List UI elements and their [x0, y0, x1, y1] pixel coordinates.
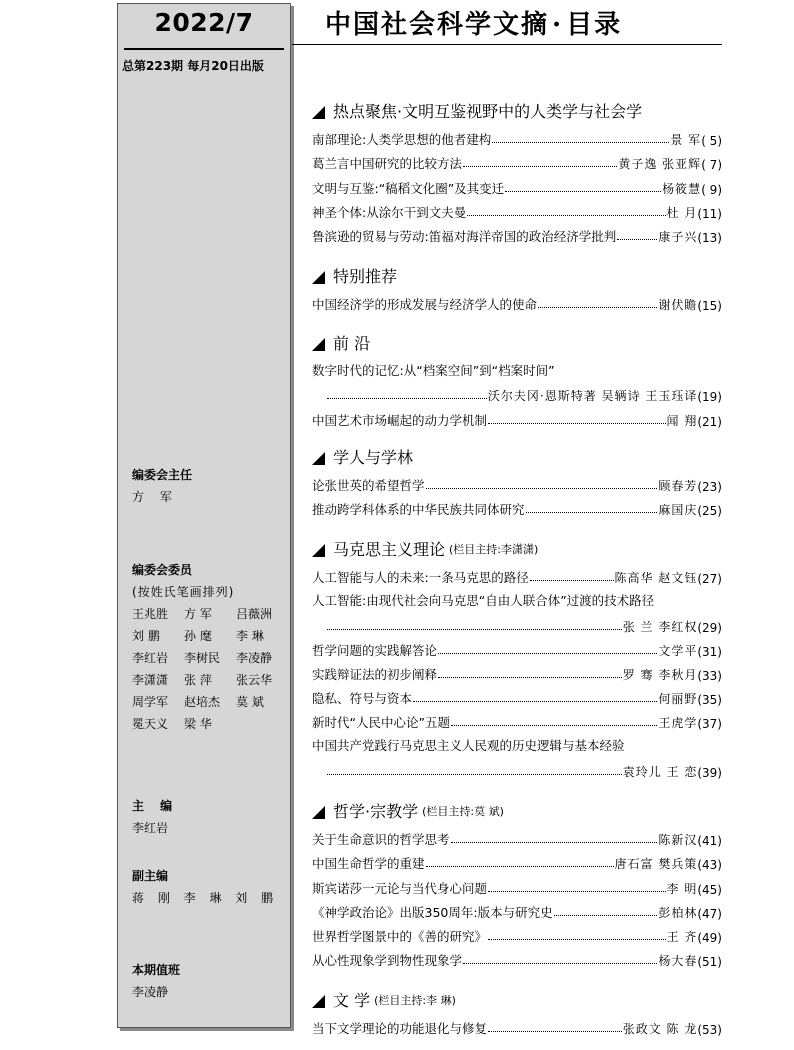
- toc-entry[interactable]: [312, 659, 722, 683]
- toc-entry-authors: 唐石富 樊兵策: [614, 857, 698, 872]
- members-row: [132, 713, 288, 735]
- toc-entry-page: (45): [697, 882, 722, 897]
- section-title: 热点聚焦·文明互鉴视野中的人类学与社会学: [333, 102, 643, 121]
- editor-block: [132, 795, 178, 839]
- triangle-bullet-icon: [312, 452, 325, 465]
- member-name: 刘 鹏: [132, 629, 160, 643]
- dot-leader: [526, 512, 658, 513]
- toc-entry-authors: 顾春芳: [658, 479, 698, 494]
- toc-entry-title: 鲁滨逊的贸易与劳动:笛福对海洋帝国的政治经济学批判: [312, 228, 617, 244]
- toc-entry-page: (39): [697, 765, 722, 780]
- toc-entry-authors: 彭柏林: [658, 905, 698, 920]
- toc-entry-page: (11): [697, 206, 722, 221]
- member-name: 李红岩: [132, 651, 169, 665]
- duty-heading: 本期值班: [132, 963, 181, 977]
- toc-entry-page: ( 9): [701, 182, 722, 197]
- dot-leader: [327, 398, 487, 399]
- toc-entry-page: (41): [697, 834, 722, 849]
- toc-entry[interactable]: [312, 945, 722, 969]
- dot-leader: [327, 629, 622, 630]
- section-host: (栏目主持:李 琳): [374, 994, 456, 1007]
- toc-entry[interactable]: [312, 756, 722, 780]
- toc-entry-page: (37): [697, 717, 722, 732]
- toc-entry-page: (35): [697, 693, 722, 708]
- member-name: 张云华: [236, 673, 273, 687]
- members-row: [132, 603, 288, 625]
- duty-name: 李凌静: [132, 985, 169, 999]
- issue-number: 总第223期 每月20日出版: [122, 59, 264, 73]
- toc-entry-title: 神圣个体:从涂尔干到文夫曼: [312, 204, 467, 220]
- toc-entry-authors: 何丽野: [658, 692, 698, 707]
- member-name: 李凌静: [236, 651, 273, 665]
- triangle-bullet-icon: [312, 544, 325, 557]
- toc-entry[interactable]: [312, 635, 722, 659]
- toc-section: [312, 100, 722, 245]
- toc-entry-authors: 麻国庆: [658, 503, 698, 518]
- dot-leader: [488, 423, 666, 424]
- editor-heading: 主 编: [132, 799, 179, 813]
- toc-entry-title: 当下文学理论的功能退化与修复: [312, 1021, 488, 1037]
- toc-section: [312, 446, 722, 518]
- section-title: 特别推荐: [333, 267, 398, 286]
- toc-entry-authors: 陈新汉: [658, 833, 698, 848]
- toc-section: [312, 538, 722, 780]
- members-heading: 编委会委员: [132, 563, 193, 577]
- toc-entry-authors: 张 兰 李红权: [622, 619, 698, 634]
- chair-heading: 编委会主任: [132, 468, 193, 482]
- toc-entry[interactable]: [312, 124, 722, 148]
- deputy-block: [132, 865, 278, 909]
- toc-entry-page: ( 7): [701, 158, 722, 173]
- header-rule: [292, 44, 722, 45]
- toc-entry[interactable]: [312, 872, 722, 896]
- toc-entry-authors: 李 明: [666, 881, 698, 896]
- journal-name: 中国社会科学文摘: [325, 10, 550, 40]
- triangle-bullet-icon: [312, 995, 325, 1008]
- deputy-names: 蒋 刚 李 琳 刘 鹏: [132, 891, 279, 905]
- dot-leader: [463, 166, 617, 167]
- toc-entry-page: (27): [697, 572, 722, 587]
- toc-section: [312, 800, 722, 969]
- members-row: [132, 625, 288, 647]
- member-name: 梁 华: [184, 717, 212, 731]
- section-title: 哲学·宗教学: [333, 802, 419, 821]
- toc-entry[interactable]: [312, 562, 722, 586]
- toc-entry-authors: 康子兴: [658, 229, 698, 244]
- toc-entry[interactable]: [312, 897, 722, 921]
- dot-leader: [426, 866, 614, 867]
- section-title: 学人与学林: [333, 448, 414, 467]
- dot-leader: [492, 142, 669, 143]
- section-host: (栏目主持:莫 斌): [422, 805, 504, 818]
- toc-entry-page: (33): [697, 668, 722, 683]
- toc-entry-authors: 谢伏瞻: [658, 298, 698, 313]
- toc-entry[interactable]: [312, 610, 722, 634]
- member-name: 李潇潇: [132, 673, 169, 687]
- toc-entry-authors: 沃尔夫冈·恩斯特著 吴辆诗 王玉珏译: [487, 389, 698, 404]
- section-heading: [312, 538, 722, 562]
- dot-leader: [426, 488, 658, 489]
- toc-entry-authors: 袁玲儿 王 恋: [622, 764, 698, 779]
- member-name: 李 琳: [236, 629, 264, 643]
- duty-block: [132, 959, 180, 1003]
- chair-name: 方 军: [132, 490, 178, 504]
- toc-entry-title: 南部理论:人类学思想的他者建构: [312, 132, 492, 148]
- toc-entry[interactable]: [312, 172, 722, 196]
- toc-entry[interactable]: [312, 848, 722, 872]
- toc-entry[interactable]: [312, 1013, 722, 1037]
- issue-year: 2022/7: [154, 8, 254, 37]
- toc-entry-page: (31): [697, 644, 722, 659]
- triangle-bullet-icon: [312, 106, 325, 119]
- toc-entry-authors: 王 齐: [666, 929, 698, 944]
- toc-entry-title: 从心性现象学到物性现象学: [312, 953, 463, 969]
- sidebar-rule: [124, 48, 284, 50]
- toc-entry-authors: 闻 翔: [666, 413, 698, 428]
- toc-entry[interactable]: [312, 824, 722, 848]
- title-separator: ·: [552, 10, 564, 40]
- members-row: [132, 669, 288, 691]
- masthead-sidebar: [117, 3, 291, 1028]
- members-row: [132, 691, 288, 713]
- toc-entry-title: 推动跨学科体系的中华民族共同体研究: [312, 502, 525, 518]
- member-name: 孙 麾: [184, 629, 212, 643]
- toc-section: [312, 332, 722, 429]
- toc-entry-page: (53): [697, 1023, 722, 1038]
- toc-entry-page: (29): [697, 620, 722, 635]
- toc-entry[interactable]: [312, 197, 722, 221]
- dot-leader: [463, 963, 657, 964]
- member-name: 冕天义: [132, 717, 169, 731]
- toc-entry-page: (13): [697, 230, 722, 245]
- triangle-bullet-icon: [312, 338, 325, 351]
- toc-entry-title[interactable]: 中国共产党践行马克思主义人民观的历史逻辑与基本经验: [312, 738, 625, 754]
- members-row: [132, 647, 288, 669]
- member-name: 方 军: [184, 607, 212, 621]
- toc-entry-title: 人工智能与人的未来:一条马克思的路径: [312, 570, 529, 586]
- toc-entry-authors: 罗 骞 李秋月: [622, 667, 698, 682]
- toc-entry-title: 论张世英的希望哲学: [312, 478, 425, 494]
- toc-entry-title: 中国艺术市场崛起的动力学机制: [312, 412, 488, 428]
- toc-entry-page: (43): [697, 858, 722, 873]
- toc-entry-page: (23): [697, 480, 722, 495]
- toc-entry-authors: 文学平: [658, 643, 698, 658]
- toc-entry-page: (25): [697, 504, 722, 519]
- toc-entry-title: 《神学政治论》出版350周年:版本与研究史: [312, 904, 553, 920]
- toc-entry[interactable]: [312, 289, 722, 313]
- toc-entry-page: (15): [697, 299, 722, 314]
- toc-entry[interactable]: [312, 221, 722, 245]
- toc-entry-authors: 杨筱慧: [662, 181, 702, 196]
- dot-leader: [451, 842, 658, 843]
- dot-leader: [488, 939, 666, 940]
- toc-entry-page: (21): [697, 414, 722, 429]
- toc-entry-page: (51): [697, 955, 722, 970]
- members-list: [132, 603, 288, 735]
- section-heading: [312, 989, 722, 1013]
- toc-entry-title: 实践辩证法的初步阐释: [312, 666, 438, 682]
- toc-entry-title: 斯宾诺莎一元论与当代身心问题: [312, 880, 488, 896]
- member-name: 周学军: [132, 695, 169, 709]
- toc-entry[interactable]: [312, 707, 722, 731]
- toc-entry-title: 关于生命意识的哲学思考: [312, 832, 450, 848]
- members-note: (按姓氏笔画排列): [132, 585, 235, 599]
- member-name: 王兆胜: [132, 607, 169, 621]
- section-host: (栏目主持:李潇潇): [449, 543, 539, 556]
- toc-entry-page: (19): [697, 390, 722, 405]
- toc-entry-authors: 景 军: [670, 133, 702, 148]
- dot-leader: [538, 307, 657, 308]
- toc-entry-authors: 陈高华 赵文钰: [614, 571, 698, 586]
- toc-entry[interactable]: [312, 470, 722, 494]
- dot-leader: [554, 915, 658, 916]
- member-name: 张 萍: [184, 673, 212, 687]
- section-heading: [312, 332, 722, 356]
- toc-entry-title: 葛兰言中国研究的比较方法: [312, 156, 463, 172]
- toc-entry-page: (47): [697, 906, 722, 921]
- section-heading: [312, 800, 722, 824]
- dot-leader: [438, 677, 622, 678]
- toc-entry-title: 隐私、符号与资本: [312, 691, 413, 707]
- triangle-bullet-icon: [312, 806, 325, 819]
- section-title: 文 学: [333, 991, 371, 1010]
- toc-entry[interactable]: [312, 494, 722, 518]
- dot-leader: [488, 1031, 622, 1032]
- contents-label: 目录: [566, 10, 623, 40]
- section-title: 前 沿: [333, 334, 371, 353]
- page-title: [325, 4, 622, 41]
- toc-section: [312, 265, 722, 313]
- member-name: 莫 斌: [236, 695, 264, 709]
- toc-entry-authors: 杨大春: [658, 954, 698, 969]
- dot-leader: [488, 891, 666, 892]
- toc-entry-page: ( 5): [701, 134, 722, 149]
- toc-entry-title: 世界哲学图景中的《善的研究》: [312, 928, 488, 944]
- toc-entry[interactable]: [312, 683, 722, 707]
- dot-leader: [505, 191, 661, 192]
- toc-entry-title: 文明与互鉴:“稿稻文化圈”及其变迁: [312, 180, 505, 196]
- toc-section: [312, 989, 722, 1037]
- toc-entry-title: 中国生命哲学的重建: [312, 856, 425, 872]
- toc-entry-authors: 杜 月: [666, 205, 698, 220]
- section-title: 马克思主义理论: [333, 540, 446, 559]
- toc-entry[interactable]: [312, 404, 722, 428]
- toc-entry-page: (49): [697, 930, 722, 945]
- dot-leader: [617, 239, 657, 240]
- chair-block: [132, 464, 192, 508]
- toc-entry-title: 哲学问题的实践解答论: [312, 642, 438, 658]
- triangle-bullet-icon: [312, 271, 325, 284]
- deputy-heading: 副主编: [132, 869, 169, 883]
- dot-leader: [467, 215, 665, 216]
- toc-entry[interactable]: [312, 380, 722, 404]
- section-heading: [312, 446, 722, 470]
- members-block: [132, 559, 288, 735]
- toc-entry-title: 新时代“人民中心论”五题: [312, 715, 450, 731]
- dot-leader: [530, 580, 614, 581]
- dot-leader: [413, 701, 657, 702]
- member-name: 赵培杰: [184, 695, 221, 709]
- section-heading: [312, 100, 722, 124]
- member-name: 李树民: [184, 651, 221, 665]
- toc-entry[interactable]: [312, 148, 722, 172]
- toc-entry-title[interactable]: 人工智能:由现代社会向马克思“自由人联合体”过渡的技术路径: [312, 593, 655, 609]
- toc-entry-authors: 黄子逸 张亚辉: [618, 157, 702, 172]
- toc-entry[interactable]: [312, 921, 722, 945]
- member-name: 吕薇洲: [236, 607, 273, 621]
- toc-entry-title: 中国经济学的形成发展与经济学人的使命: [312, 297, 538, 313]
- toc-entry-authors: 张政文 陈 龙: [622, 1022, 698, 1037]
- editor-name: 李红岩: [132, 821, 169, 835]
- toc-entry-title[interactable]: 数字时代的记忆:从“档案空间”到“档案时间”: [312, 363, 555, 378]
- dot-leader: [451, 725, 657, 726]
- dot-leader: [438, 653, 657, 654]
- section-heading: [312, 265, 722, 289]
- toc-entry-authors: 王虎学: [658, 716, 698, 731]
- dot-leader: [327, 774, 622, 775]
